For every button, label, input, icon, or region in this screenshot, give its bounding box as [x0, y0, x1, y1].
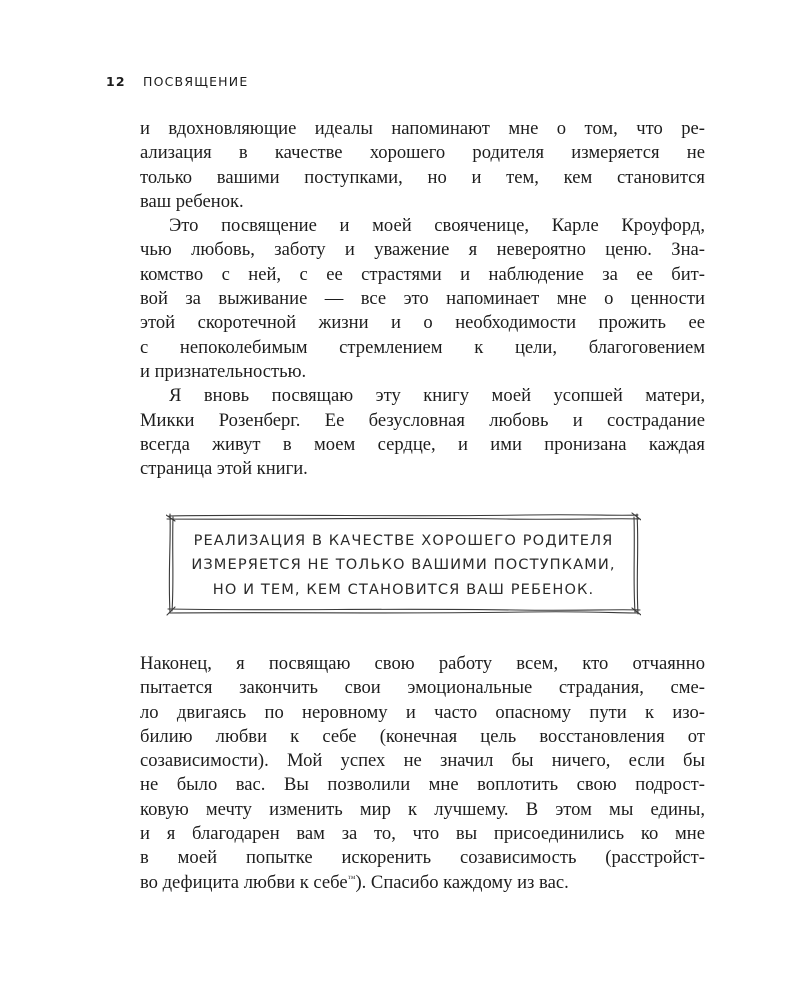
text-fragment: во дефицита любви к себе — [140, 871, 348, 893]
trademark-sign: ™ — [347, 873, 356, 883]
text-line: Я вновь посвящаю эту книгу моей усопшей матери, — [169, 385, 705, 407]
text-line: ло двигаясь по неровному и часто опасному пути к изо- — [140, 701, 705, 723]
text-line: пытается закончить свои эмоциональные страдания, сме- — [140, 677, 705, 699]
text-line: Наконец, я посвящаю свою работу всем, кто отчаянно — [140, 653, 705, 674]
text-line: созависимости). Мой успех не значил бы ничего, если бы — [140, 750, 705, 772]
pull-quote-line: РЕАЛИЗАЦИЯ В КАЧЕСТВЕ ХОРОШЕГО РОДИТЕЛЯ — [193, 532, 614, 549]
pull-quote-line: НО И ТЕМ, КЕМ СТАНОВИТСЯ ВАШ РЕБЕНОК. — [212, 580, 595, 598]
text-line: не было вас. Вы позволили мне воплотить свою подрост- — [140, 774, 705, 796]
pull-quote-text — [166, 529, 641, 602]
text-line: вой за выживание — все это напоминает мне о ценности — [140, 288, 705, 310]
text-line: только вашими поступками, но и тем, кем становится — [140, 166, 705, 188]
text-line: и признательностью. — [140, 360, 307, 382]
page-number: 12 — [106, 74, 126, 89]
running-head — [106, 74, 248, 89]
text-line: этой скоротечной жизни и о необходимости прожить ее — [140, 312, 705, 334]
text-line: страница этой книги. — [140, 458, 308, 480]
text-line: всегда живут в моем сердце, и ими пронизана каждая — [140, 433, 705, 455]
text-line: в моей попытке искоренить созависимость (расстройст- — [140, 847, 705, 869]
text-fragment: ). Спасибо каждому из вас. — [355, 871, 569, 893]
text-line: ковую мечту изменить мир к лучшему. В этом мы едины, — [140, 798, 705, 820]
text-line: Это посвящение и моей свояченице, Карле Кроуфорд, — [169, 215, 705, 237]
pull-quote-line: ИЗМЕРЯЕТСЯ НЕ ТОЛЬКО ВАШИМИ ПОСТУПКАМИ, — [191, 556, 616, 574]
text-line: Микки Розенберг. Ее безусловная любовь и сострадание — [140, 409, 705, 431]
text-line: ализация в качестве хорошего родителя измеряется не — [140, 142, 705, 164]
text-line: билию любви к себе (конечная цель восстановления от — [140, 725, 705, 747]
text-line: комство с ней, с ее страстями и наблюдение за ее бит- — [140, 263, 705, 285]
pull-quote-box — [166, 512, 641, 616]
body-text-bottom — [140, 652, 705, 895]
body-text-top — [140, 117, 705, 481]
text-line-last — [140, 871, 705, 895]
text-line: и вдохновляющие идеалы напоминают мне о том, что ре- — [140, 118, 705, 139]
text-line: ваш ребенок. — [140, 190, 244, 212]
text-line: и я благодарен вам за то, что вы присоединились ко мне — [140, 823, 705, 845]
section-title: ПОСВЯЩЕНИЕ — [142, 74, 249, 89]
text-line: с непоколебимым стремлением к цели, благоговением — [140, 336, 705, 358]
text-line: чью любовь, заботу и уважение я невероятно ценю. Зна- — [140, 239, 705, 261]
